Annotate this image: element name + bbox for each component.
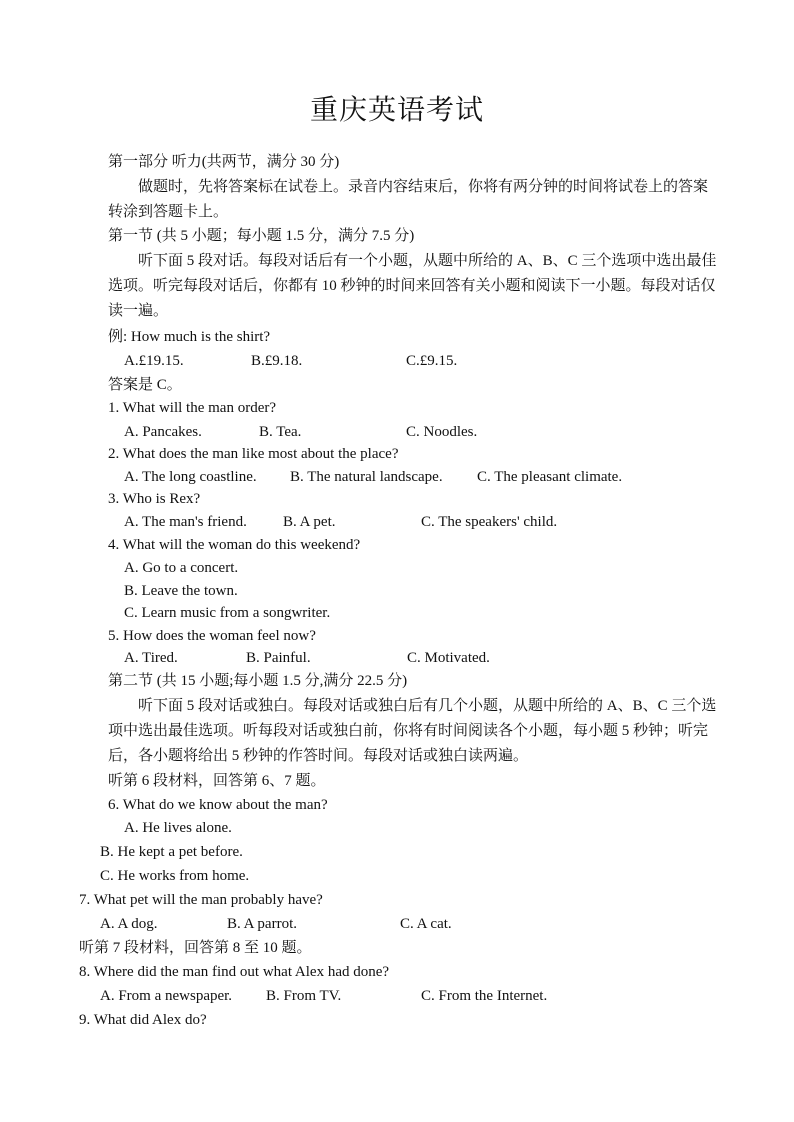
part1-instructions-text: 做题时，先将答案标在试卷上。录音内容结束后，你将有两分钟的时间将试卷上的答案转涂到答题卡上。 — [108, 179, 709, 220]
q6-option-c: C. He works from home. — [100, 868, 250, 884]
example-option-b: B.£9.18. — [251, 353, 303, 369]
q8-option-b: B. From TV. — [266, 988, 342, 1004]
question-9: 9. What did Alex do? — [79, 1012, 207, 1028]
question-1: 1. What will the man order? — [108, 400, 277, 416]
example-option-c: C.£9.15. — [406, 353, 458, 369]
q2-option-b: B. The natural landscape. — [290, 469, 443, 485]
section1-instructions — [108, 249, 720, 324]
example-answer: 答案是 C。 — [108, 377, 182, 393]
q8-option-c: C. From the Internet. — [421, 988, 548, 1004]
example-option-a: A.£19.15. — [124, 353, 184, 369]
question-7: 7. What pet will the man probably have? — [79, 892, 323, 908]
section2-header: 第二节 (共 15 小题;每小题 1.5 分,满分 22.5 分) — [108, 673, 408, 689]
q4-option-a: A. Go to a concert. — [124, 560, 239, 576]
q3-option-a: A. The man's friend. — [124, 514, 247, 530]
question-8: 8. Where did the man find out what Alex had done? — [79, 964, 390, 980]
question-5: 5. How does the woman feel now? — [108, 628, 316, 644]
q8-option-a: A. From a newspaper. — [100, 988, 233, 1004]
question-4: 4. What will the woman do this weekend? — [108, 537, 361, 553]
question-3: 3. Who is Rex? — [108, 491, 201, 507]
question-6: 6. What do we know about the man? — [108, 797, 328, 813]
section2-instructions — [108, 694, 720, 769]
q5-option-c: C. Motivated. — [407, 650, 490, 666]
q4-option-b: B. Leave the town. — [124, 583, 238, 599]
q3-option-c: C. The speakers' child. — [421, 514, 558, 530]
material-6-instruction: 听第 6 段材料，回答第 6、7 题。 — [108, 773, 326, 789]
q7-option-a: A. A dog. — [100, 916, 158, 932]
q6-option-b: B. He kept a pet before. — [100, 844, 243, 860]
q4-option-c: C. Learn music from a songwriter. — [124, 605, 331, 621]
material-7-instruction: 听第 7 段材料，回答第 8 至 10 题。 — [79, 940, 312, 956]
q1-option-b: B. Tea. — [259, 424, 302, 440]
q2-option-c: C. The pleasant climate. — [477, 469, 623, 485]
part1-instructions — [108, 175, 720, 225]
q5-option-a: A. Tired. — [124, 650, 178, 666]
section1-instructions-text: 听下面 5 段对话。每段对话后有一个小题，从题中所给的 A、B、C 三个选项中选出最佳选项。听完每段对话后，你都有 10 秒钟的时间来回答有关小题和阅读下一小题。每段对话仅读一遍。 — [108, 253, 717, 319]
q2-option-a: A. The long coastline. — [124, 469, 257, 485]
section1-header: 第一节 (共 5 小题；每小题 1.5 分，满分 7.5 分) — [108, 228, 415, 244]
q1-option-c: C. Noodles. — [406, 424, 478, 440]
q3-option-b: B. A pet. — [283, 514, 336, 530]
section2-instructions-text: 听下面 5 段对话或独白。每段对话或独白后有几个小题，从题中所给的 A、B、C 三个选项中选出最佳选项。听每段对话或独白前，你将有时间阅读各个小题，每小题 5 秒钟；听完后，各小题将给出 5 秒钟的作答时间。每段对话或独白读两遍。 — [108, 698, 717, 764]
q6-option-a: A. He lives alone. — [124, 820, 232, 836]
q7-option-b: B. A parrot. — [227, 916, 297, 932]
page-title: 重庆英语考试 — [309, 95, 484, 126]
example-question: 例: How much is the shirt? — [108, 329, 271, 345]
q1-option-a: A. Pancakes. — [124, 424, 202, 440]
part1-header: 第一部分 听力(共两节，满分 30 分) — [108, 154, 340, 170]
q5-option-b: B. Painful. — [246, 650, 311, 666]
q7-option-c: C. A cat. — [400, 916, 452, 932]
question-2: 2. What does the man like most about the place? — [108, 446, 399, 462]
